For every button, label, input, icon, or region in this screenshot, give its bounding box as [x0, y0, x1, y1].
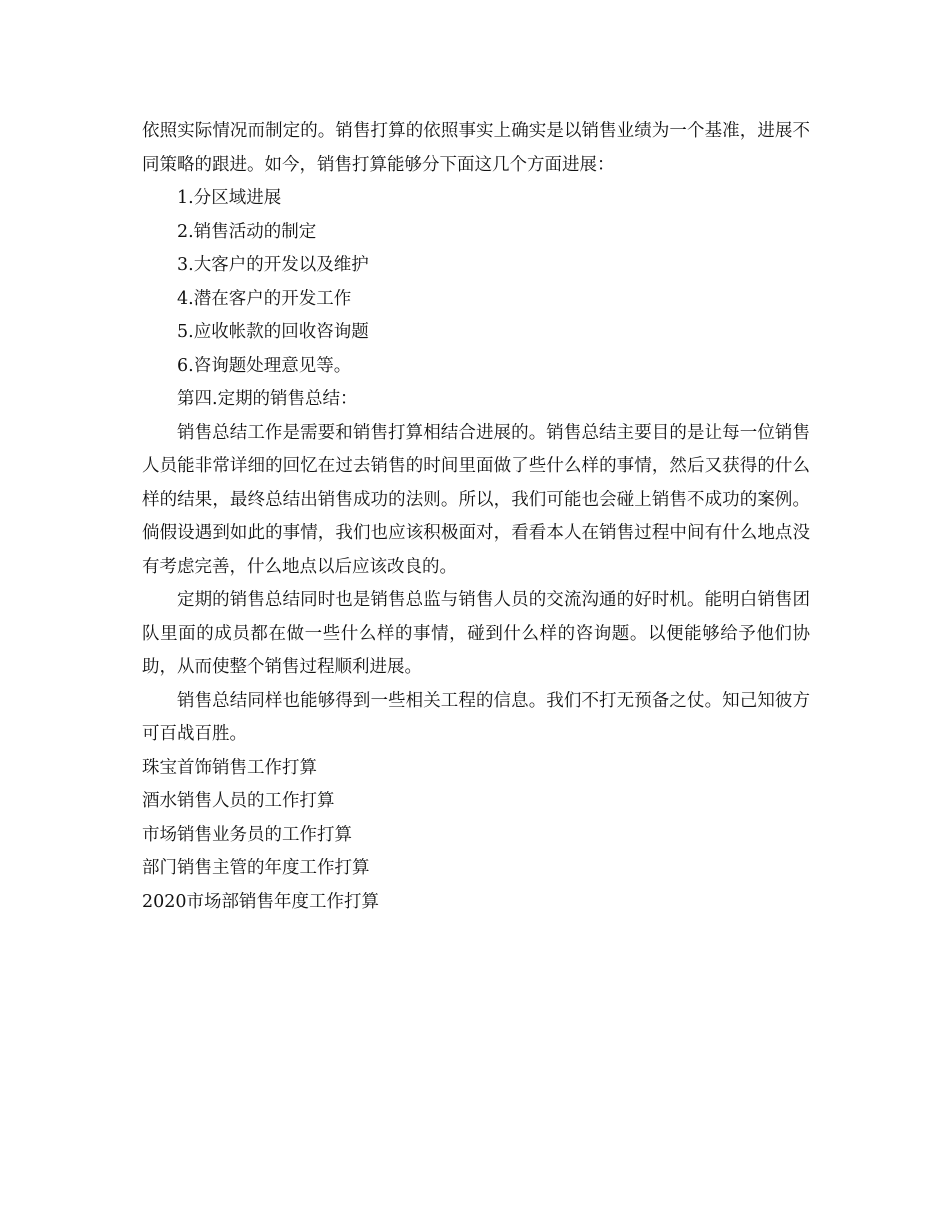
body-paragraph: 销售总结同样也能够得到一些相关工程的信息。我们不打无预备之仗。知己知彼方可百战百胜。 [142, 690, 810, 744]
body-paragraph: 销售总结工作是需要和销售打算相结合进展的。销售总结主要目的是让每一位销售人员能非常详细的回忆在过去销售的时间里面做了些什么样的事情，然后又获得的什么样的结果，最终总结出销售成功的法则。所以，我们可能也会碰上销售不成功的案例。倘假设遇到如此的事情，我们也应该积极面对，看看本人在销售过程中间有什么地点没有考虑完善，什么地点以后应该改良的。 [142, 422, 810, 577]
list-item: 3.大客户的开发以及维护 [177, 255, 369, 275]
intro-paragraph: 依照实际情况而制定的。销售打算的依照事实上确实是以销售业绩为一个基准，进展不同策略的跟进。如今，销售打算能够分下面这几个方面进展： [142, 121, 810, 175]
section-heading: 第四.定期的销售总结： [177, 389, 358, 409]
list-item: 4.潜在客户的开发工作 [177, 288, 352, 309]
related-title-link[interactable]: 珠宝首饰销售工作打算 [142, 757, 317, 778]
list-item: 2.销售活动的制定 [177, 221, 317, 242]
related-titles-list [142, 752, 810, 920]
plan-list [142, 182, 810, 383]
list-item: 6.咨询题处理意见等。 [177, 355, 352, 376]
related-title-link[interactable]: 部门销售主管的年度工作打算 [142, 858, 370, 878]
related-title-link[interactable]: 市场销售业务员的工作打算 [142, 824, 352, 845]
related-title-link[interactable]: 酒水销售人员的工作打算 [142, 791, 335, 811]
related-title-link[interactable]: 2020市场部销售年度工作打算 [142, 891, 380, 912]
document-body [142, 115, 810, 919]
list-item: 5.应收帐款的回收咨询题 [177, 322, 369, 342]
list-item: 1.分区域进展 [177, 188, 282, 208]
body-paragraph: 定期的销售总结同时也是销售总监与销售人员的交流沟通的好时机。能明白销售团队里面的成员都在做一些什么样的事情，碰到什么样的咨询题。以便能够给予他们协助，从而使整个销售过程顺利进展。 [142, 590, 810, 677]
